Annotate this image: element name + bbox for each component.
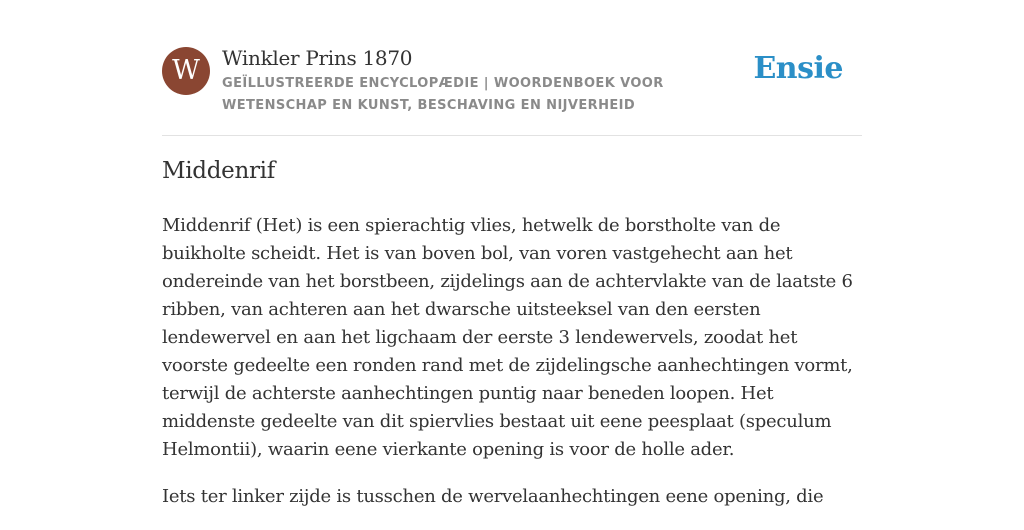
- source-avatar[interactable]: W: [162, 47, 210, 95]
- source-header: [162, 46, 862, 116]
- article-title: Middenrif: [162, 158, 275, 184]
- source-subtitle: GEÏLLUSTREERDE ENCYCLOPÆDIE | WOORDENBOEK VOOR WETENSCHAP EN KUNST, BESCHAVING EN NIJVERHEID: [222, 76, 664, 113]
- article-paragraph-1: Middenrif (Het) is een spierachtig vlies, hetwelk de borstholte van de buikholte scheidt. Het is van boven bol, van voren vastgehecht aan het ondereinde van het borstbeen, zijdelings aan de achtervlakte van de laatste 6 ribben, van achteren aan het dwarsche uitsteeksel van den eersten lendewervel en aan het ligchaam der eerste 3 lendewervels, zoodat het voorste gedeelte een ronden rand met de zijdelingsche aanhechtingen vormt, terwijl de achterste aanhechtingen puntig naar beneden loopen. Het middenste gedeelte van dit spiervlies bestaat uit eene peesplaat (speculum Helmontii), waarin eene vierkante opening is voor de holle ader.: [162, 215, 853, 460]
- article-body: [162, 212, 862, 530]
- source-title[interactable]: Winkler Prins 1870: [222, 46, 413, 70]
- article-paragraph-2: Iets ter linker zijde is tusschen de wervelaanhechtingen eene opening, die: [162, 486, 824, 507]
- divider: [162, 135, 862, 136]
- ensie-logo[interactable]: Ensie: [753, 51, 843, 86]
